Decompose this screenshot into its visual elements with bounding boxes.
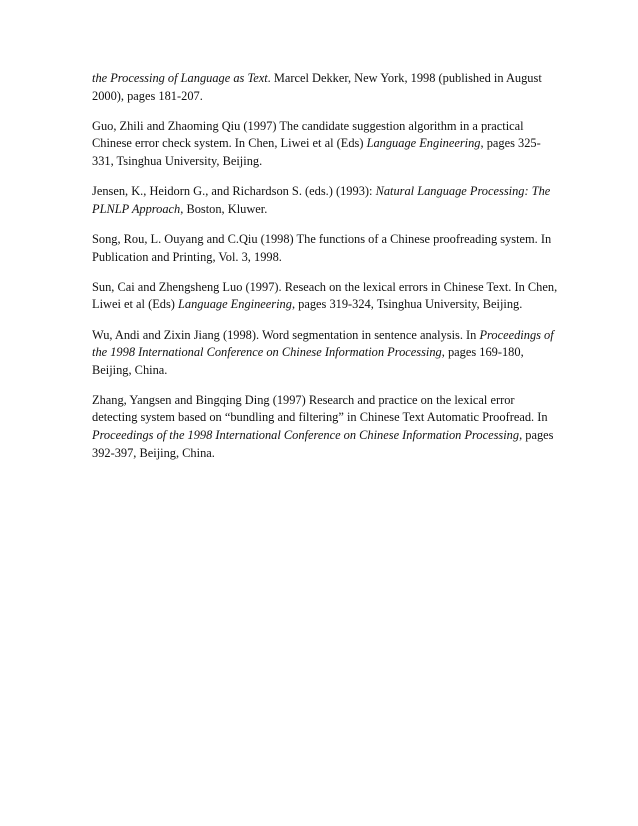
reference-entry [92, 392, 562, 462]
reference-text-segment: Sun, Cai and Zhengsheng Luo (1997). Reseach on the lexical errors in Chinese Text. In Chen, Liwei et al (Eds) [92, 279, 558, 312]
reference-text-segment: Language Engineering [178, 297, 292, 312]
reference-text-segment: Jensen, K., Heidorn G., and Richardson S. (eds.) (1993): [92, 184, 376, 199]
reference-text-segment: Proceedings of the 1998 International Conference on Chinese Information Processing [92, 428, 520, 443]
reference-text-segment: Proceedings of the 1998 International Conference on Chinese Information Processing [92, 327, 554, 360]
reference-text-segment: , pages 392-397, Beijing, China. [92, 428, 554, 460]
reference-entry [92, 231, 562, 266]
reference-text-segment: , pages 319-324, Tsinghua University, Beijing. [291, 297, 523, 312]
reference-text-segment: , Boston, Kluwer. [180, 201, 268, 216]
reference-text-segment: Language Engineering [366, 136, 481, 151]
reference-entry [92, 70, 562, 105]
reference-text-segment: , pages 325-331, Tsinghua University, Beijing. [92, 136, 541, 168]
reference-text-segment: the Processing of Language as Text [92, 71, 268, 85]
reference-text-segment: Guo, Zhili and Zhaoming Qiu (1997) The candidate suggestion algorithm in a practical Chinese error check system. In Chen, Liwei et al (Eds) [92, 118, 524, 151]
reference-text-segment: Wu, Andi and Zixin Jiang (1998). Word segmentation in sentence analysis. In [92, 327, 480, 342]
reference-list [92, 70, 562, 475]
reference-text-segment: , pages 169-180, Beijing, China. [92, 345, 524, 377]
reference-text-segment: . Marcel Dekker, New York, 1998 (published in August 2000), pages 181-207. [92, 71, 542, 103]
reference-entry [92, 327, 562, 380]
reference-text-segment: Natural Language Processing: The PLNLP Approach [92, 184, 551, 216]
reference-text-segment: Song, Rou, L. Ouyang and C.Qiu (1998) The functions of a Chinese proofreading system. In Publication and Printing, Vol. 3, 1998. [92, 231, 552, 264]
reference-entry [92, 183, 562, 218]
reference-entry [92, 279, 562, 314]
reference-entry [92, 118, 562, 171]
reference-text-segment: Zhang, Yangsen and Bingqing Ding (1997) Research and practice on the lexical error detecting system based on “bundling and filtering” in Chinese Text Automatic Proofread. In [92, 392, 548, 425]
